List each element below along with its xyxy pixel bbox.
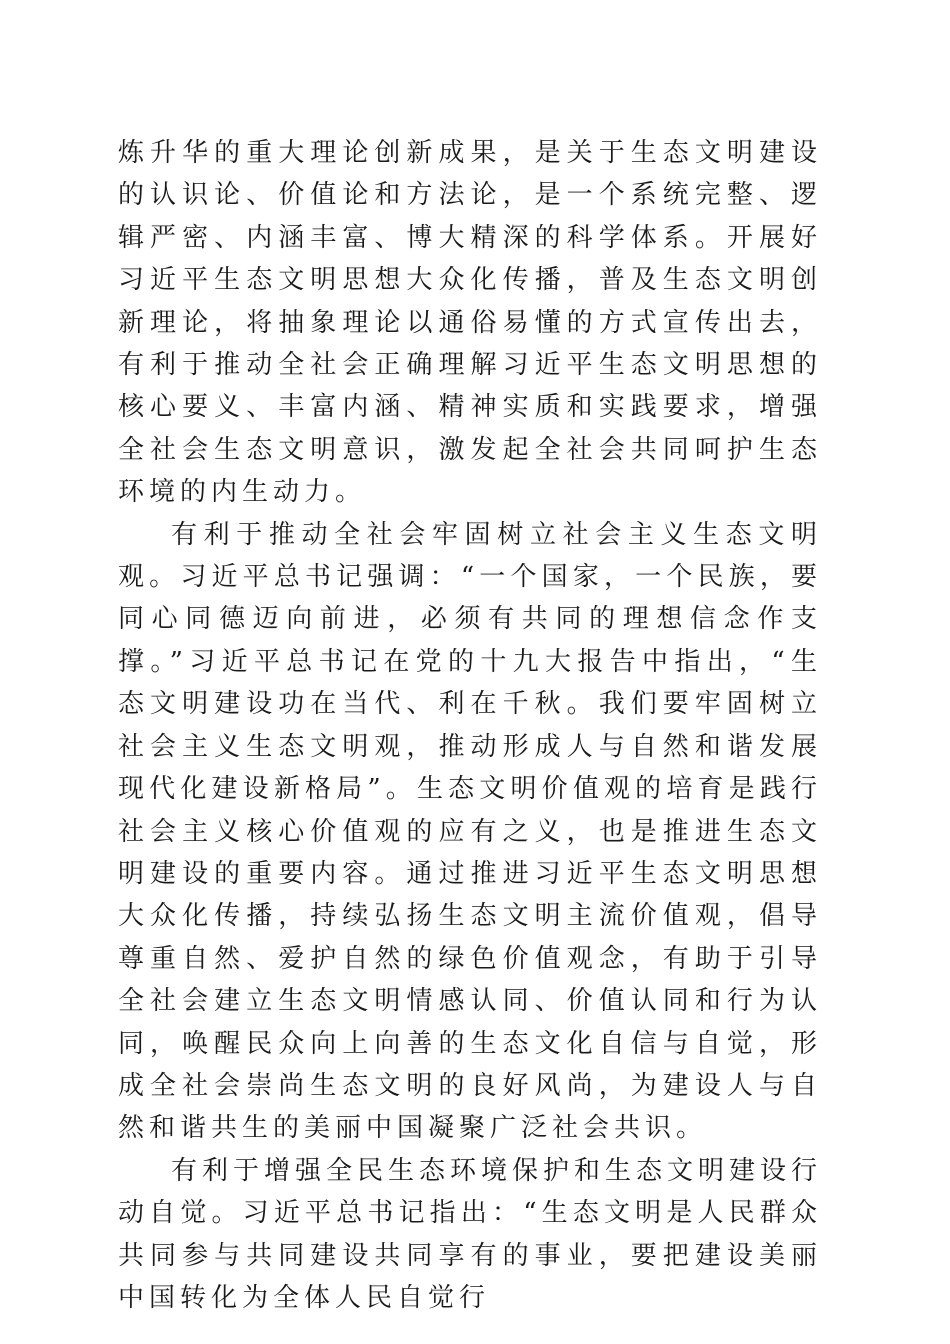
paragraph-1: 炼升华的重大理论创新成果，是关于生态文明建设的认识论、价值论和方法论，是一个系统完整、逻辑严密、内涵丰富、博大精深的科学体系。开展好习近平生态文明思想大众化传播，普及生态文明创新理论，将抽象理论以通俗易懂的方式宣传出去，有利于推动全社会正确理解习近平生态文明思想的核心要义、丰富内涵、精神实质和实践要求，增强全社会生态文明意识，激发起全社会共同呵护生态环境的内生动力。	[118, 138, 822, 508]
paragraph-3: 有利于增强全民生态环境保护和生态文明建设行动自觉。习近平总书记指出：“生态文明是人民群众共同参与共同建设共同享有的事业，要把建设美丽中国转化为全体人民自觉行	[118, 1155, 823, 1313]
paragraph-2: 有利于推动全社会牢固树立社会主义生态文明观。习近平总书记强调：“一个国家，一个民族，要同心同德迈向前进，必须有共同的理想信念作支撑。”习近平总书记在党的十九大报告中指出，“生态文明建设功在当代、利在千秋。我们要牢固树立社会主义生态文明观，推动形成人与自然和谐发展现代化建设新格局”。生态文明价值观的培育是践行社会主义核心价值观的应有之义，也是推进生态文明建设的重要内容。通过推进习近平生态文明思想大众化传播，持续弘扬生态文明主流价值观，倡导尊重自然、爱护自然的绿色价值观念，有助于引导全社会建立生态文明情感认同、价值认同和行为认同，唤醒民众向上向善的生态文化自信与自觉，形成全社会崇尚生态文明的良好风尚，为建设人与自然和谐共生的美丽中国凝聚广泛社会共识。	[118, 519, 822, 1144]
document-page	[118, 132, 822, 1319]
